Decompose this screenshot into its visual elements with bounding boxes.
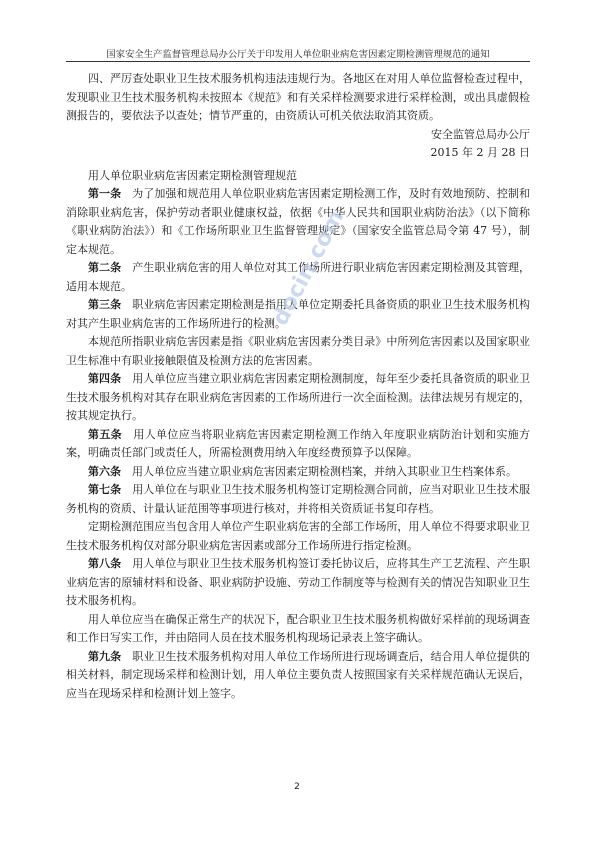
document-header: 国家安全生产监督管理总局办公厅关于印发用人单位职业病危害因素定期检测管理规范的通知: [106, 49, 490, 60]
header-divider: [66, 61, 530, 62]
article-label: 第六条: [88, 464, 121, 478]
article-paragraph: [66, 481, 530, 518]
article-label: 第七条: [88, 483, 122, 496]
article-paragraph: [66, 426, 530, 463]
article-text: 产生职业病危害的用人单位对其工作场所进行职业病危害因素定期检测及其管理，适用本规范。: [66, 261, 531, 293]
article-paragraph: [66, 333, 530, 370]
page-content: [66, 70, 530, 703]
article-label: 第四条: [88, 372, 122, 385]
issue-date: 2015 年 2 月 28 日: [430, 146, 530, 159]
article-label: 第二条: [88, 261, 122, 274]
watermark: docin.com: [268, 206, 350, 330]
article-label: 第三条: [88, 298, 122, 311]
article-text: 本规范所指职业病危害因素是指《职业病危害因素分类目录》中所列危害因素以及国家职业卫生标准中有职业接触限值及检测方法的危害因素。: [66, 335, 530, 367]
notice-item-4: 四、严厉查处职业卫生技术服务机构违法违规行为。各地区在对用人单位监督检查过程中，发现职业卫生技术服务机构未按照本《规范》和有关采样检测要求进行采样检测，或出具虚假检测报告的，要依法予以查处；情节严重的，由资质认可机关依法取消其资质。: [66, 72, 530, 122]
article-paragraph: [66, 185, 530, 259]
article-text: 用人单位与职业卫生技术服务机构签订委托协议后，应将其生产工艺流程、产生职业病危害的原辅材料和设备、职业病防护设施、劳动工作制度等与检测有关的情况告知职业卫生技术服务机构。: [66, 557, 531, 607]
article-text: 用人单位应当在确保正常生产的状况下，配合职业卫生技术服务机构做好采样前的现场调查和工作日写实工作，并由陪同人员在技术服务机构现场记录表上签字确认。: [66, 612, 530, 644]
article-label: 第八条: [88, 557, 122, 570]
article-text: 职业卫生技术服务机构对用人单位工作场所进行现场调查后，结合用人单位提供的相关材料，制定现场采样和检测计划，用人单位主要负责人按照国家有关采样规范确认无误后，应当在现场采样和检测计划上签字。: [66, 649, 531, 700]
article-text: 定期检测范围应当包含用人单位产生职业病危害的全部工作场所，用人单位不得要求职业卫生技术服务机构仅对部分职业病危害因素或部分工作场所进行指定检测。: [66, 520, 530, 552]
article-text: 用人单位应当建立职业病危害因素定期检测档案，并纳入其职业卫生档案体系。: [132, 464, 517, 478]
article-text: 用人单位在与职业卫生技术服务机构签订定期检测合同前，应当对职业卫生技术服务机构的资质、计量认证范围等事项进行核对，并将相关资质证书复印存档。: [66, 483, 531, 515]
article-text: 为了加强和规范用人单位职业病危害因素定期检测工作，及时有效地预防、控制和消除职业病危害，保护劳动者职业健康权益，依据《中华人民共和国职业病防治法》（以下简称《职业病防治法》）和《工作场所职业卫生监督管理规定》（国家安全监管总局令第 47 号），制定本规范。: [66, 187, 531, 256]
article-text: 用人单位应当建立职业病危害因素定期检测制度，每年至少委托具备资质的职业卫生技术服务机构对其存在职业病危害因素的工作场所进行一次全面检测。法律法规另有规定的，按其规定执行。: [66, 372, 531, 422]
article-paragraph: [66, 648, 530, 704]
page-number: 2: [294, 782, 300, 792]
article-paragraph: [66, 370, 530, 426]
spec-title: 用人单位职业病危害因素定期检测管理规范: [88, 168, 297, 182]
article-text: 用人单位应当将职业病危害因素定期检测工作纳入年度职业病防治计划和实施方案，明确责任部门或责任人，所需检测费用纳入年度经费预算予以保障。: [66, 427, 531, 459]
article-label: 第九条: [88, 649, 122, 663]
article-label: 第一条: [88, 187, 122, 200]
article-paragraph: [66, 611, 530, 648]
article-label: 第五条: [88, 427, 123, 441]
article-paragraph: [66, 518, 530, 555]
article-paragraph: [66, 555, 530, 611]
article-paragraph: [66, 463, 530, 482]
issuer: 安全监管总局办公厅: [431, 127, 530, 141]
article-text: 职业病危害因素定期检测是指用人单位定期委托具备资质的职业卫生技术服务机构对其产生职业病危害的工作场所进行的检测。: [66, 298, 531, 330]
